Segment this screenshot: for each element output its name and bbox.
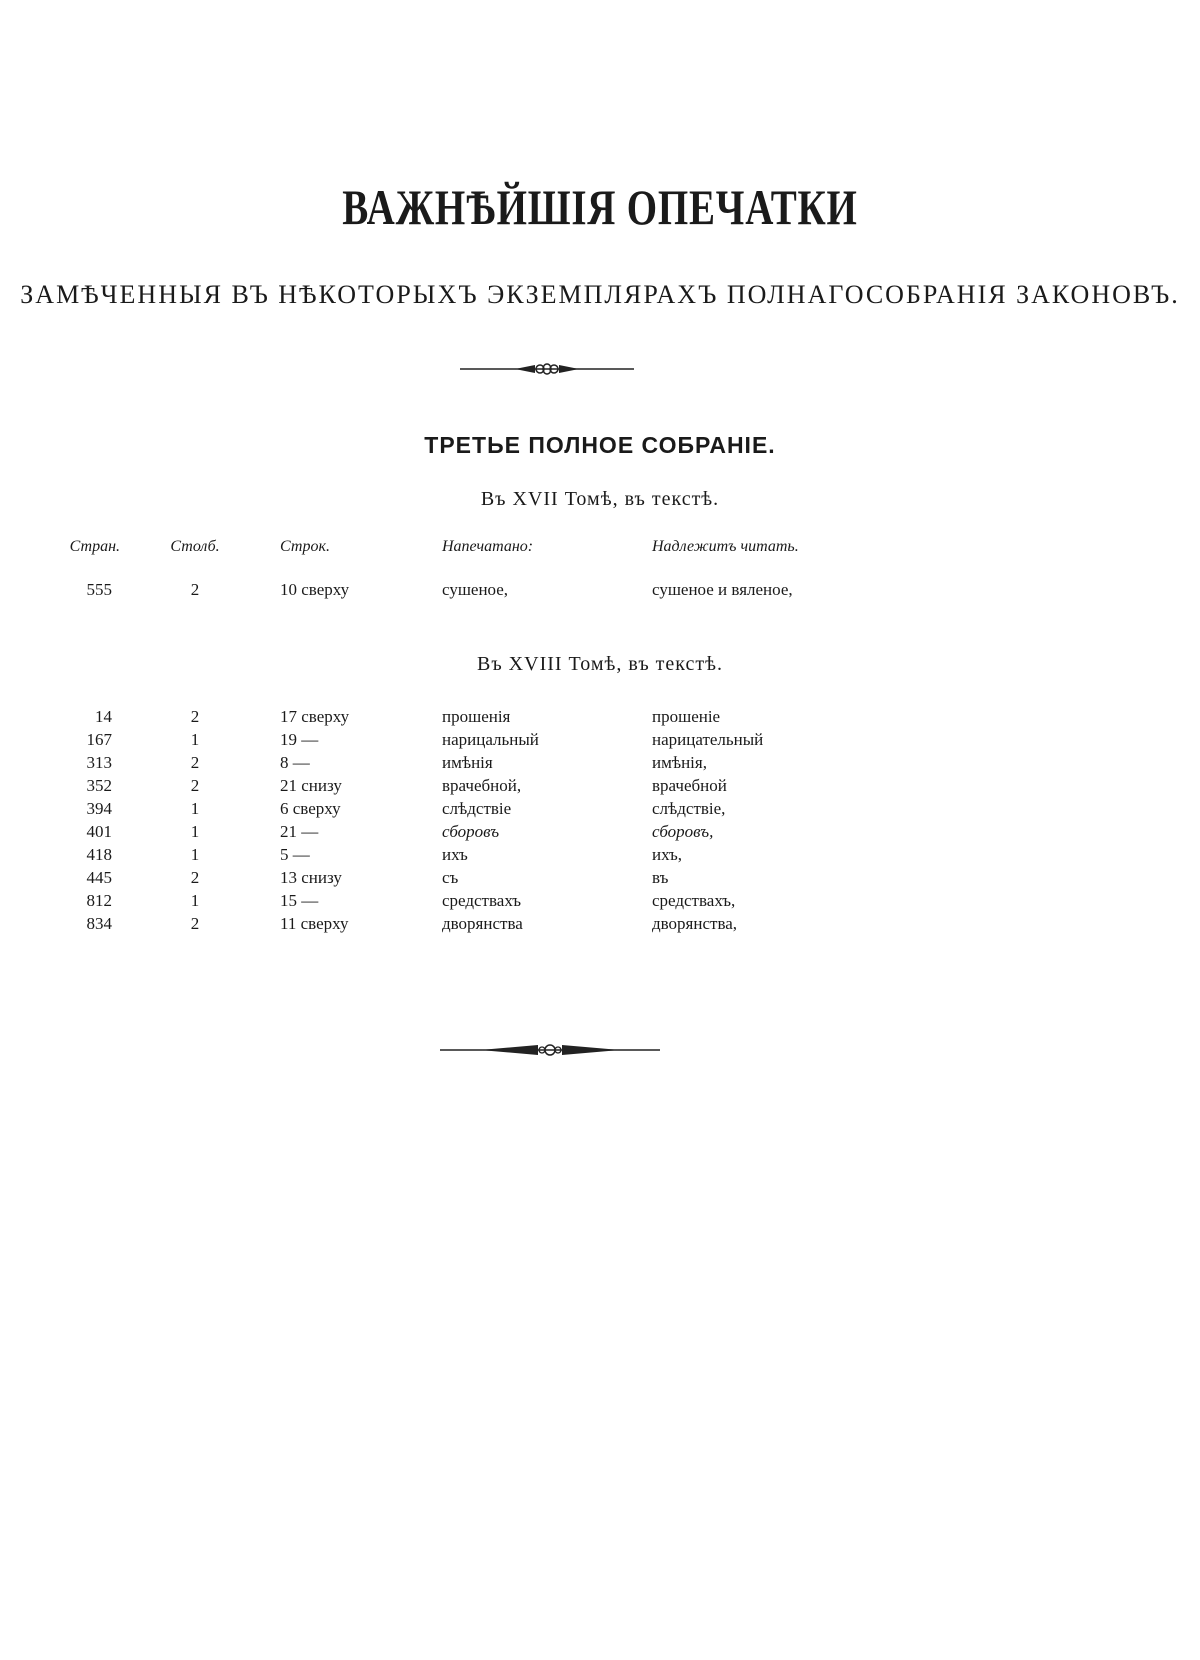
table-row [0,822,1200,846]
row-read: прошеніе [652,707,721,726]
table-row [0,730,1200,754]
row-page: 167 [86,730,112,749]
column-header-printed: Напечатано: [442,538,534,555]
table-row [0,914,1200,938]
column-header-line: Строк. [280,538,330,555]
row-column: 2 [190,868,200,887]
row-column: 2 [190,776,200,795]
table-row [0,845,1200,869]
row-read: средствахъ, [652,891,736,910]
row-column: 2 [190,707,200,726]
row-column: 1 [190,891,200,910]
column-header-read: Надлежитъ читать. [652,538,799,555]
table-row [0,891,1200,915]
row-line: 15 — [280,891,319,910]
row-printed: врачебной, [442,776,522,795]
row-read: слѣдствіе, [652,799,726,818]
row-read: ихъ, [652,845,682,864]
row-line: 8 — [280,753,310,772]
row-page: 555 [86,580,112,599]
row-read: въ [652,868,669,887]
ornament-divider-icon [440,1042,660,1058]
row-page: 834 [86,914,112,933]
row-column: 1 [190,730,200,749]
column-header-column: Столб. [170,538,220,555]
row-line: 19 — [280,730,319,749]
table-row [0,776,1200,800]
table-row [0,868,1200,892]
row-line: 21 снизу [280,776,342,795]
row-read: сборовъ, [652,822,714,841]
table-row [0,707,1200,731]
row-column: 2 [190,753,200,772]
row-column: 2 [190,580,200,599]
table-row [0,753,1200,777]
row-printed: имѣнія [442,753,493,772]
volume-heading-xviii: Въ XVIII Томѣ, въ текстѣ. [477,653,723,675]
row-line: 17 сверху [280,707,350,726]
row-read: нарицательный [652,730,764,749]
row-column: 1 [190,845,200,864]
row-read: дворянства, [652,914,738,933]
row-read: сушеное и вяленое, [652,580,793,599]
row-printed: ихъ [442,845,468,864]
row-line: 21 — [280,822,319,841]
row-printed: съ [442,868,459,887]
row-page: 418 [86,845,112,864]
table-row [0,799,1200,823]
row-printed: дворянства [442,914,523,933]
row-column: 1 [190,822,200,841]
row-printed: нарицальный [442,730,539,749]
row-column: 1 [190,799,200,818]
row-printed: прошенія [442,707,511,726]
volume-heading-xvii: Въ XVII Томѣ, въ текстѣ. [480,488,720,510]
row-page: 352 [86,776,112,795]
page-subtitle: ЗАМѢЧЕННЫЯ ВЪ НѢКОТОРЫХЪ ЭКЗЕМПЛЯРАХЪ ПОЛНАГОСОБРАНІЯ ЗАКОНОВЪ. [20,280,1180,309]
row-column: 2 [190,914,200,933]
collection-heading: ТРЕТЬЕ ПОЛНОЕ СОБРАНІЕ. [424,432,776,458]
row-printed: средствахъ [442,891,521,910]
column-header-page: Стран. [69,538,120,555]
row-page: 394 [86,799,112,818]
row-page: 14 [95,707,112,726]
row-line: 6 сверху [280,799,341,818]
row-page: 401 [86,822,112,841]
row-line: 13 снизу [280,868,342,887]
table-row [0,580,1200,604]
page-title: ВАЖНѢЙШІЯ ОПЕЧАТКИ [342,179,858,235]
row-line: 10 сверху [280,580,350,599]
row-page: 313 [86,753,112,772]
row-line: 11 сверху [280,914,349,933]
row-read: имѣнія, [652,753,707,772]
row-read: врачебной [652,776,727,795]
row-printed: слѣдствіе [442,799,512,818]
row-printed: сборовъ [442,822,500,841]
row-page: 812 [86,891,112,910]
row-line: 5 — [280,845,310,864]
ornament-divider-icon [460,362,634,376]
row-page: 445 [86,868,112,887]
row-printed: сушеное, [442,580,509,599]
